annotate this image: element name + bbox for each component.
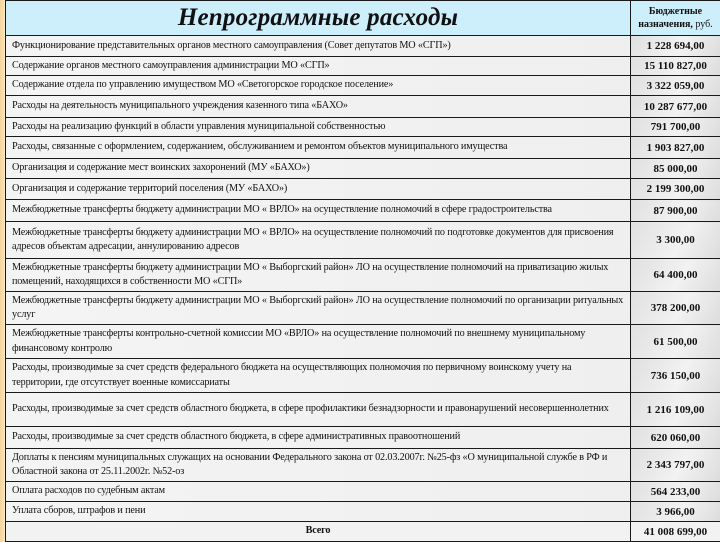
table-row [6,359,720,393]
expense-amount: 85 000,00 [631,159,720,179]
expense-amount: 736 150,00 [631,359,720,393]
expense-amount: 791 700,00 [631,118,720,137]
expense-description: Межбюджетные трансферты бюджету администрации МО « ВРЛО» на осуществление полномочий в сфере градостроительства [6,200,631,222]
table-row [6,179,720,200]
page-title: Непрограммные расходы [6,1,631,36]
table-row [6,118,720,137]
expense-amount: 1 228 694,00 [631,36,720,57]
table-row [6,57,720,76]
expense-amount: 3 322 059,00 [631,76,720,96]
expense-amount: 1 216 109,00 [631,393,720,427]
expense-description: Межбюджетные трансферты контрольно-счетной комиссии МО «ВРЛО» на осуществление полномочий по внешнему муниципальному финансовому контролю [6,325,631,359]
expense-description: Расходы, производимые за счет средств федерального бюджета на осуществляющих полномочия по первичному воинскому учету на территории, где отсутствует военные комиссариаты [6,359,631,393]
expense-amount: 15 110 827,00 [631,57,720,76]
expense-amount: 620 060,00 [631,427,720,449]
table-row [6,222,720,259]
expense-description: Межбюджетные трансферты бюджету администрации МО « Выборгский район» ЛО на осуществление полномочий по организации ритуальных услуг [6,292,631,325]
expense-description: Межбюджетные трансферты бюджету администрации МО « ВРЛО» на осуществление полномочий по подготовке документов для присвоения адресов объектам адресации, аннулированию адресов [6,222,631,259]
budget-table-container [5,0,720,540]
table-row [6,427,720,449]
table-row [6,393,720,427]
amount-header-line1: Бюджетные [649,6,702,17]
expense-description: Расходы, производимые за счет средств областного бюджета, в сфере профилактики безнадзорности и правонарушений несовершеннолетних [6,393,631,427]
table-row [6,96,720,118]
expense-description: Организация и содержание мест воинских захоронений (МУ «БАХО») [6,159,631,179]
table-row [6,325,720,359]
expense-description: Расходы, связанные с оформлением, содержанием, обслуживанием и ремонтом объектов муниципального имущества [6,137,631,159]
expense-amount: 61 500,00 [631,325,720,359]
expense-amount: 378 200,00 [631,292,720,325]
table-header-row [6,1,720,36]
expense-description: Оплата расходов по судебным актам [6,482,631,502]
table-body [6,36,720,542]
expense-description: Расходы, производимые за счет средств областного бюджета, в сфере административных правоотношений [6,427,631,449]
table-row [6,482,720,502]
total-row [6,522,720,542]
expense-description: Доплаты к пенсиям муниципальных служащих на основании Федерального закона от 02.03.2007г. №25-фз «О муниципальной службе в РФ и Областной закона от 25.11.2002г. №52-оз [6,449,631,482]
expense-description: Межбюджетные трансферты бюджету администрации МО « Выборгский район» ЛО на осуществление полномочий на приватизацию жилых помещений, находящихся в собственности МО «СГП» [6,259,631,292]
table-row [6,502,720,522]
expense-amount: 10 287 677,00 [631,96,720,118]
table-row [6,137,720,159]
amount-header-line2: назначения, [638,19,693,30]
table-row [6,200,720,222]
table-row [6,36,720,57]
amount-column-header [631,1,720,36]
expense-description: Организация и содержание территорий поселения (МУ «БАХО») [6,179,631,200]
expense-description: Расходы на реализацию функций в области управления муниципальной собственностью [6,118,631,137]
expense-description: Функционирование представительных органов местного самоуправления (Совет депутатов МО «СГП») [6,36,631,57]
expense-amount: 3 966,00 [631,502,720,522]
expense-amount: 87 900,00 [631,200,720,222]
expense-amount: 64 400,00 [631,259,720,292]
expense-description: Уплата сборов, штрафов и пени [6,502,631,522]
expense-amount: 564 233,00 [631,482,720,502]
table-row [6,292,720,325]
expense-description: Содержание отдела по управлению имуществом МО «Светогорское городское поселение» [6,76,631,96]
table-row [6,449,720,482]
total-label: Всего [6,522,631,542]
table-row [6,76,720,96]
amount-header-unit: руб. [695,19,712,30]
non-program-expenses-table [5,0,720,542]
expense-amount: 2 343 797,00 [631,449,720,482]
expense-description: Расходы на деятельность муниципального учреждения казенного типа «БАХО» [6,96,631,118]
expense-amount: 1 903 827,00 [631,137,720,159]
table-row [6,259,720,292]
table-row [6,159,720,179]
total-amount: 41 008 699,00 [631,522,720,542]
expense-amount: 3 300,00 [631,222,720,259]
expense-amount: 2 199 300,00 [631,179,720,200]
expense-description: Содержание органов местного самоуправления администрации МО «СГП» [6,57,631,76]
